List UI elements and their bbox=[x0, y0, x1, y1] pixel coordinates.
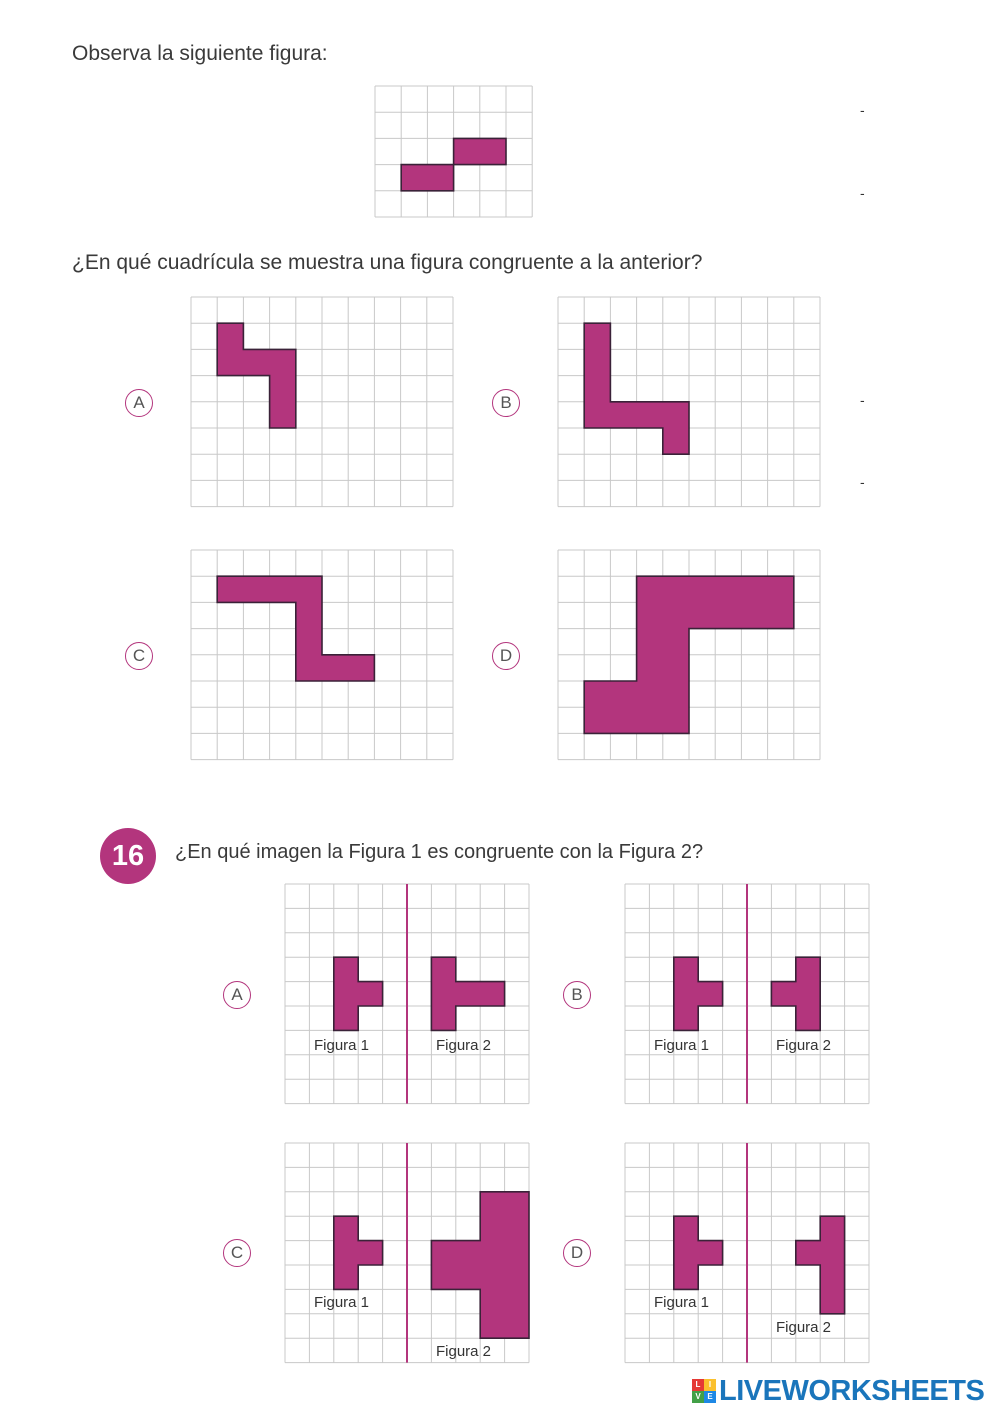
figure-1-shape bbox=[334, 1216, 383, 1289]
question-15-text: ¿En qué cuadrícula se muestra una figura congruente a la anterior? bbox=[72, 251, 703, 274]
q16-option-d-grid[interactable] bbox=[625, 1143, 870, 1364]
q16-option-b-grid[interactable] bbox=[625, 884, 870, 1105]
liveworksheets-logo[interactable] bbox=[692, 1374, 984, 1408]
figure-2-shape bbox=[431, 1192, 529, 1338]
q16-option-b-label[interactable]: B bbox=[563, 981, 591, 1009]
logo-mark-icon: L I V E bbox=[692, 1379, 716, 1403]
dash-mark: - bbox=[860, 185, 865, 201]
option-a-shape bbox=[217, 323, 296, 428]
q16-option-c-grid[interactable] bbox=[285, 1143, 530, 1364]
figure-1-label: Figura 1 bbox=[314, 1294, 370, 1311]
figure-2-label: Figura 2 bbox=[436, 1037, 492, 1054]
option-a-grid[interactable] bbox=[191, 297, 455, 509]
q16-option-a-label[interactable]: A bbox=[223, 981, 251, 1009]
option-b-label[interactable]: B bbox=[492, 389, 520, 417]
option-a-label[interactable]: A bbox=[125, 389, 153, 417]
option-b-grid[interactable] bbox=[558, 297, 822, 509]
figure-1-shape bbox=[334, 957, 383, 1030]
figure-1-shape bbox=[674, 957, 723, 1030]
dash-mark: - bbox=[860, 102, 865, 118]
reference-shape bbox=[401, 138, 506, 190]
figure-2-shape bbox=[796, 1216, 845, 1314]
reference-figure-grid bbox=[375, 86, 535, 220]
figure-2-label: Figura 2 bbox=[776, 1037, 832, 1054]
q16-option-d-label[interactable]: D bbox=[563, 1239, 591, 1267]
figure-2-label: Figura 2 bbox=[436, 1343, 492, 1360]
figure-1-shape bbox=[674, 1216, 723, 1289]
figure-2-shape bbox=[771, 957, 820, 1030]
option-c-label[interactable]: C bbox=[125, 642, 153, 670]
option-c-grid[interactable] bbox=[191, 550, 455, 762]
intro-text: Observa la siguiente figura: bbox=[72, 42, 328, 65]
figure-1-label: Figura 1 bbox=[654, 1037, 710, 1054]
option-d-grid[interactable] bbox=[558, 550, 822, 762]
q16-option-a-grid[interactable] bbox=[285, 884, 530, 1105]
figure-1-label: Figura 1 bbox=[314, 1037, 370, 1054]
dash-mark: - bbox=[860, 474, 865, 490]
dash-mark: - bbox=[860, 392, 865, 408]
option-d-label[interactable]: D bbox=[492, 642, 520, 670]
figure-2-label: Figura 2 bbox=[776, 1319, 832, 1336]
brand-name: LIVEWORKSHEETS bbox=[719, 1374, 985, 1407]
q16-option-c-label[interactable]: C bbox=[223, 1239, 251, 1267]
figure-1-label: Figura 1 bbox=[654, 1294, 710, 1311]
figure-2-shape bbox=[431, 957, 504, 1030]
question-16-text: ¿En qué imagen la Figura 1 es congruente con la Figura 2? bbox=[175, 841, 704, 863]
question-number-badge: 16 bbox=[100, 828, 156, 884]
